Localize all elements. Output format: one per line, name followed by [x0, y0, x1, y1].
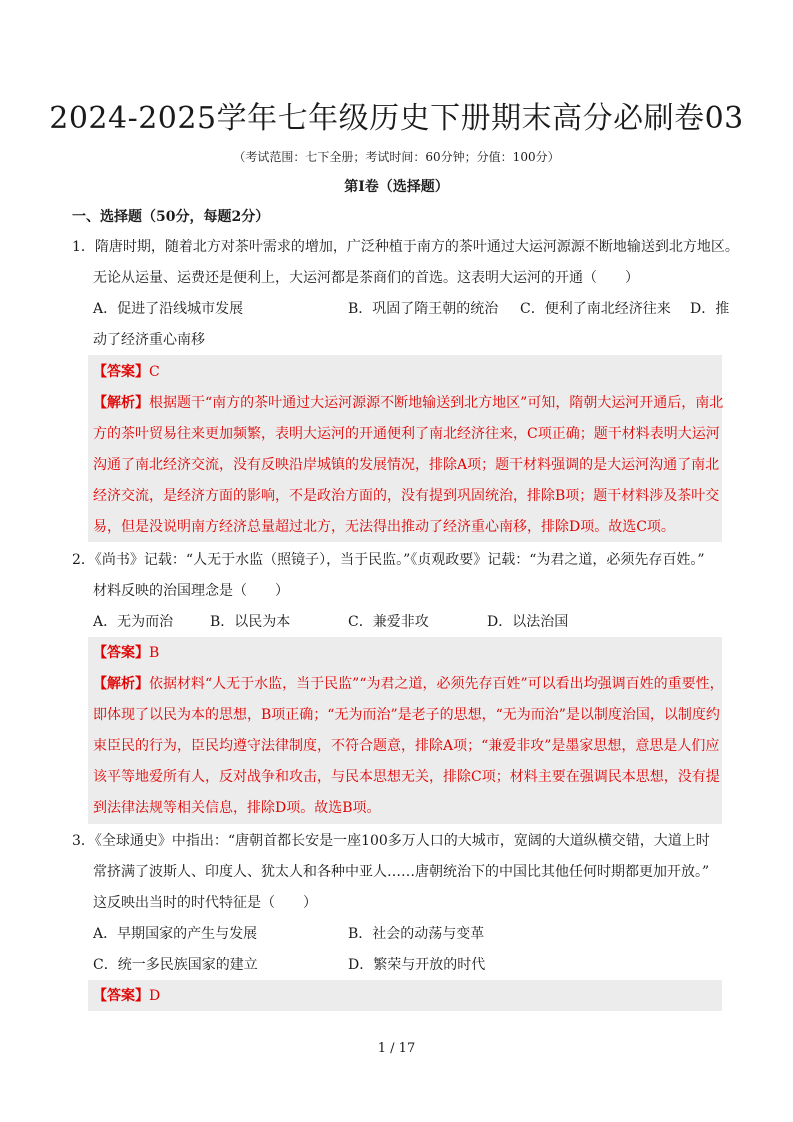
- question-1-explanation-line-2: 方的茶叶贸易往来更加频繁，表明大运河的开通便利了南北经济往来，C项正确；题干材料表明大运河: [93, 426, 720, 442]
- document-title: 2024-2025学年七年级历史下册期末高分必刷卷03: [49, 101, 744, 136]
- question-3-option-d: D．繁荣与开放的时代: [348, 957, 486, 973]
- question-1-option-d-continued: 动了经济重心南移: [93, 332, 205, 348]
- explanation-text: 根据题干“南方的茶叶通过大运河源源不断地输送到北方地区”可知，隋朝大运河开通后，南北: [149, 395, 724, 411]
- explanation-text: 依据材料“人无于水监，当于民监”“为君之道，必须先存百姓”可以看出均强调百姓的重要性，: [149, 676, 724, 692]
- question-2-answer-box: [88, 637, 722, 824]
- question-1-explanation-line-3: 沟通了南北经济交流，没有反映沿岸城镇的发展情况，排除A项；题干材料强调的是大运河沟通了南北: [93, 457, 720, 473]
- question-2-explanation-line-4: 该平等地爱所有人，反对战争和攻击，与民本思想无关，排除C项；材料主要在强调民本思想，没有提: [93, 769, 720, 785]
- question-1-stem-line-2: 无论从运量、运费还是便利上，大运河都是茶商们的首选。这表明大运河的开通（ ）: [93, 270, 639, 286]
- answer-label: 【答案】: [93, 645, 149, 661]
- answer-label: 【答案】: [93, 364, 149, 380]
- question-3-stem-line-1: 3．《全球通史》中指出：“唐朝首都长安是一座100多万人口的大城市，宽阔的大道纵横交错，大道上时: [72, 833, 710, 849]
- exam-info: （考试范围：七下全册；考试时间：60分钟；分值：100分）: [233, 150, 560, 164]
- question-2-answer: [93, 643, 159, 663]
- question-2-option-c: C．兼爱非攻: [348, 614, 429, 630]
- question-3-answer: [93, 986, 160, 1006]
- answer-value: D: [149, 988, 161, 1004]
- answer-value: B: [149, 645, 160, 661]
- question-2-option-d: D．以法治国: [487, 614, 569, 630]
- question-1-option-b: B．巩固了隋王朝的统治: [348, 301, 499, 317]
- question-2-explanation-line-5: 到法律法规等相关信息，排除D项。故选B项。: [93, 800, 381, 816]
- question-1-explanation-line-1: [93, 393, 723, 413]
- question-3-option-b: B．社会的动荡与变革: [348, 926, 485, 942]
- question-1-explanation-line-5: 易，但是没说明南方经济总量超过北方，无法得出推动了经济重心南移，排除D项。故选C项。: [93, 519, 675, 535]
- question-2-stem-line-2: 材料反映的治国理念是（ ）: [93, 583, 289, 599]
- question-3-option-a: A．早期国家的产生与发展: [93, 926, 258, 942]
- page-number: 1 / 17: [377, 1041, 416, 1056]
- question-1-answer-box: [88, 355, 722, 542]
- question-2-explanation-line-1: [93, 674, 724, 694]
- question-2-explanation-line-3: 束臣民的行为，臣民均遵守法律制度，不符合题意，排除A项；“兼爱非攻”是墨家思想，意思是人们应: [93, 738, 720, 754]
- question-2-stem-line-1: 2．《尚书》记载：“人无于水监（照镜子），当于民监。”《贞观政要》记载：“为君之道，必须先存百姓。”: [72, 552, 705, 568]
- part-heading: 第Ⅰ卷（选择题）: [344, 179, 449, 195]
- question-2-option-a: A．无为而治: [93, 614, 174, 630]
- question-1-option-d: D．推: [690, 301, 730, 317]
- question-3-stem-line-2: 常挤满了波斯人、印度人、犹太人和各种中亚人……唐朝统治下的中国比其他任何时期都更加开放。”: [93, 864, 710, 880]
- answer-label: 【答案】: [93, 988, 149, 1004]
- answer-value: C: [149, 364, 160, 380]
- question-1-option-a: A．促进了沿线城市发展: [93, 301, 244, 317]
- question-3-option-c: C．统一多民族国家的建立: [93, 957, 258, 973]
- section-heading: 一、选择题（50分，每题2分）: [72, 209, 270, 225]
- question-2-explanation-line-2: 即体现了以民为本的思想，B项正确；“无为而治”是老子的思想，“无为而治”是以制度治国，以制度约: [93, 707, 720, 723]
- question-3-stem-line-3: 这反映出当时的时代特征是（ ）: [93, 895, 317, 911]
- explanation-label: 【解析】: [93, 395, 149, 411]
- question-1-answer: [93, 362, 160, 382]
- question-1-stem-line-1: 1．隋唐时期，随着北方对茶叶需求的增加，广泛种植于南方的茶叶通过大运河源源不断地输送到北方地区。: [72, 239, 739, 255]
- question-2-option-b: B．以民为本: [210, 614, 291, 630]
- question-1-option-c: C．便利了南北经济往来: [520, 301, 671, 317]
- question-3-answer-box: [88, 980, 722, 1011]
- explanation-label: 【解析】: [93, 676, 149, 692]
- question-1-explanation-line-4: 经济交流，是经济方面的影响，不是政治方面的，没有提到巩固统治，排除B项；题干材料涉及茶叶交: [93, 488, 720, 504]
